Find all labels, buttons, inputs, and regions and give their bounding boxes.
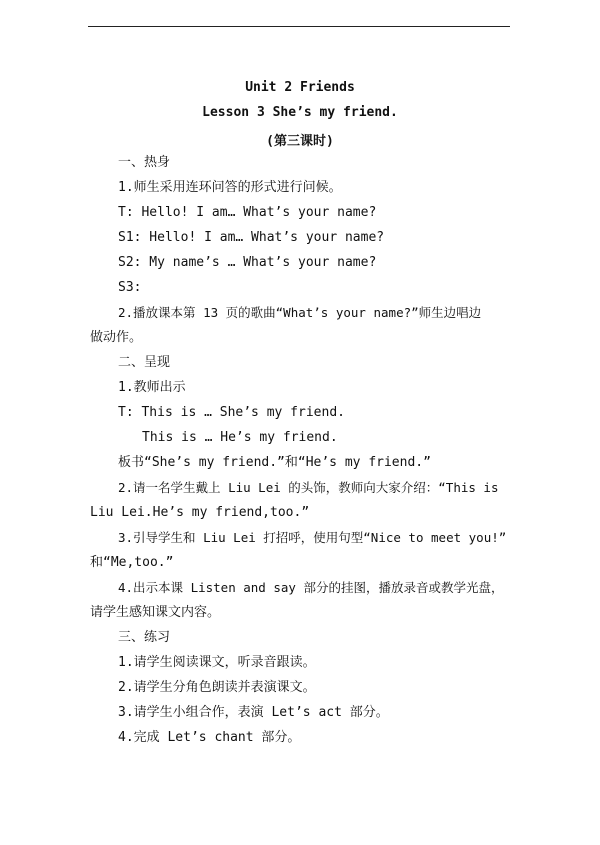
paragraph-line: 4.出示本课 Listen and say 部分的挂图，播放录音或教学光盘， <box>118 580 504 595</box>
paragraph-line: 4.完成 Let’s chant 部分。 <box>118 730 301 745</box>
paragraph-line: 2.请学生分角色朗读并表演课文。 <box>118 680 316 695</box>
section-heading-warmup: 一、热身 <box>118 155 171 170</box>
section-heading-practice: 三、练习 <box>118 630 171 645</box>
paragraph-line: 1.请学生阅读课文，听录音跟读。 <box>118 655 316 670</box>
paragraph-line: 3.引导学生和 Liu Lei 打招呼，使用句型“Nice to meet you!” <box>118 530 507 545</box>
dialogue-line: T: Hello! I am… What’s your name? <box>118 205 377 220</box>
paragraph-line: 2.请一名学生戴上 Liu Lei 的头饰，教师向大家介绍：“This is <box>118 480 499 495</box>
dialogue-line: This is … He’s my friend. <box>142 430 338 445</box>
paragraph-line: 3.请学生小组合作，表演 Let’s act 部分。 <box>118 705 389 720</box>
paragraph-line: 2.播放课本第 13 页的歌曲“What’s your name?”师生边唱边 <box>118 305 482 320</box>
section-heading-presentation: 二、呈现 <box>118 355 171 370</box>
dialogue-line: T: This is … She’s my friend. <box>118 405 345 420</box>
header-rule <box>88 26 510 27</box>
dialogue-line: S2: My name’s … What’s your name? <box>118 255 377 270</box>
period-title: (第三课时) <box>266 134 334 149</box>
unit-title: Unit 2 Friends <box>245 80 355 95</box>
lesson-title: Lesson 3 She’s my friend. <box>202 105 398 120</box>
paragraph-line: Liu Lei.He’s my friend,too.” <box>90 505 310 520</box>
paragraph-line: 1.师生采用连环问答的形式进行问候。 <box>118 180 342 195</box>
dialogue-line: S3: <box>118 280 142 295</box>
dialogue-line: S1: Hello! I am… What’s your name? <box>118 230 385 245</box>
paragraph-line: 请学生感知课文内容。 <box>90 605 221 620</box>
paragraph-line: 和“Me,too.” <box>90 555 174 570</box>
paragraph-line: 板书“She’s my friend.”和“He’s my friend.” <box>118 455 431 470</box>
paragraph-line: 做动作。 <box>90 330 143 345</box>
paragraph-line: 1.教师出示 <box>118 380 186 395</box>
